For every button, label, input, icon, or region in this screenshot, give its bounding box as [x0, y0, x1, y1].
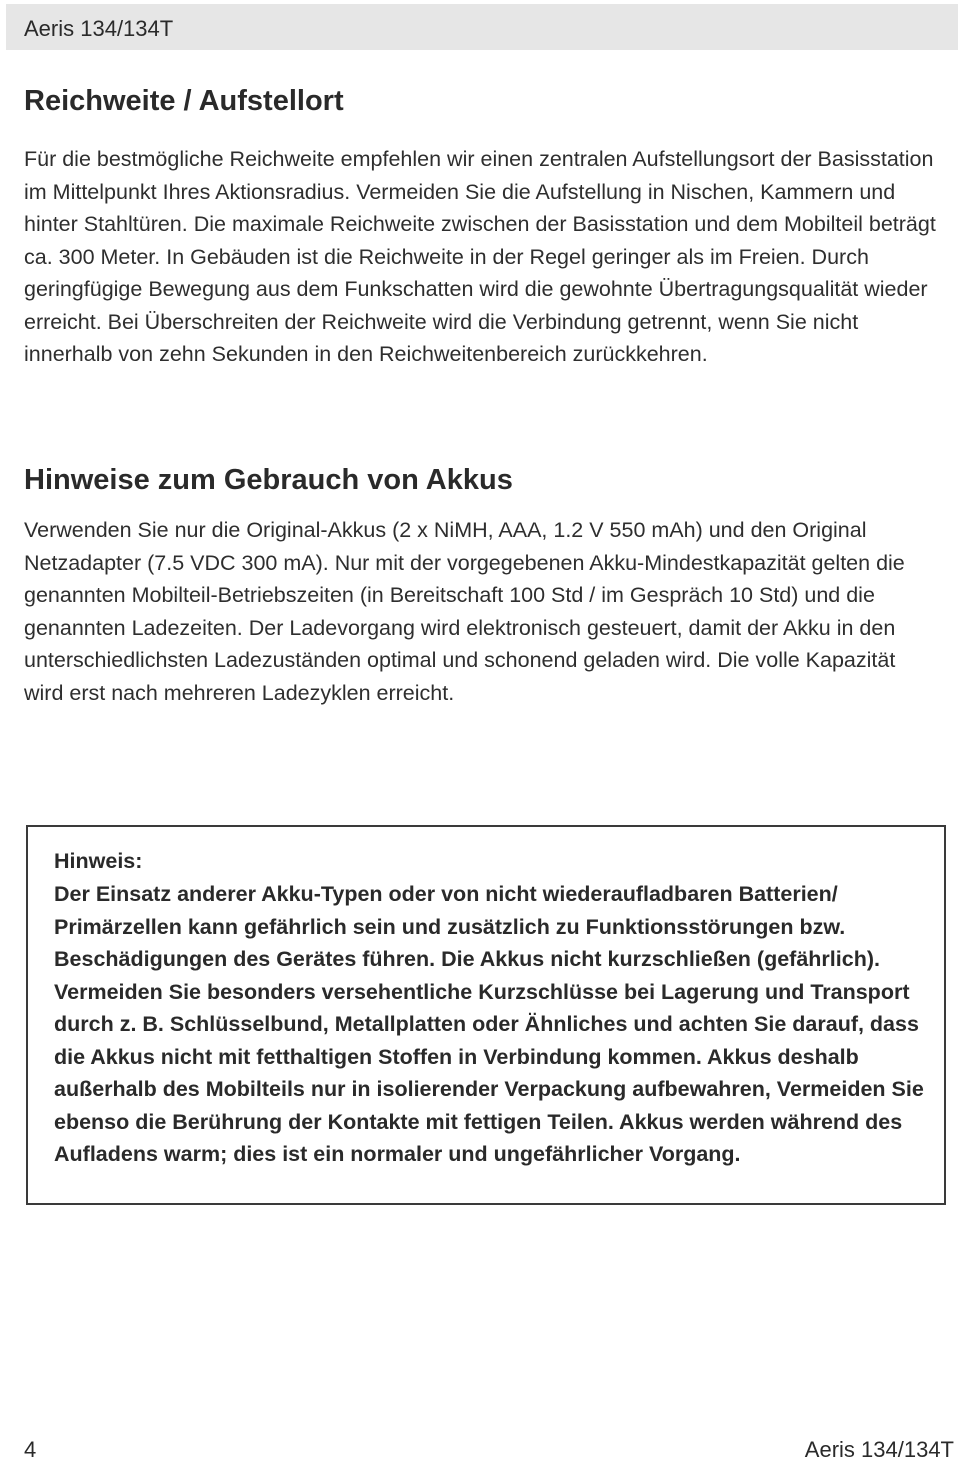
notice-box: [26, 825, 946, 1205]
footer-title: Aeris 134/134T: [804, 1437, 954, 1462]
paragraph-range: Für die bestmögliche Reichweite empfehlen wir einen zentralen Aufstellungsort der Basisstation im Mittelpunkt Ihres Aktionsradius. Vermeiden Sie die Aufstellung in Nischen, Kammern und hinter Stahltüren. Die maximale Reichweite zwischen der Basisstation und dem Mobilteil beträgt ca. 300 Meter. In Gebäuden ist die Reichweite in der Regel geringer als im Freien. Durch geringfügige Bewegung aus dem Funkschatten wird die gewohnte Übertragungsqualität wieder erreicht. Bei Überschreiten der Reichweite wird die Verbindung getrennt, wenn Sie nicht innerhalb von zehn Sekunden in den Reichweitenbereich zurückkehren.: [24, 147, 936, 366]
header-title: Aeris 134/134T: [24, 16, 174, 41]
paragraph-batteries: Verwenden Sie nur die Original-Akkus (2 x NiMH, AAA, 1.2 V 550 mAh) und den Original Netzadapter (7.5 VDC 300 mA). Nur mit der vorgegebenen Akku-Mindestkapazität gelten die genannten Mobilteil-Betriebszeiten (in Bereitschaft 100 Std / im Gespräch 10 Std) und die genannten Ladezeiten. Der Ladevorgang wird elektronisch gesteuert, damit der Akku in den unterschiedlichsten Ladezuständen optimal und schonend geladen wird. Die volle Kapazität wird erst nach mehreren Ladezyklen erreicht.: [24, 518, 905, 705]
page-number: 4: [24, 1437, 37, 1462]
heading-batteries: Hinweise zum Gebrauch von Akkus: [24, 464, 513, 496]
notice-title: Hinweis:: [54, 849, 143, 873]
page-header: [6, 4, 958, 50]
heading-range: Reichweite / Aufstellort: [24, 85, 344, 117]
notice-text: Der Einsatz anderer Akku-Typen oder von nicht wiederaufladbaren Batterien/ Primärzellen kann gefährlich sein und zusätzlich zu Funktionsstörungen bzw. Beschädigungen des Gerätes führen. Die Akkus nicht kurzschließen (gefährlich). Vermeiden Sie besonders versehentliche Kurzschlüsse bei Lagerung und Transport durch z. B. Schlüsselbund, Metallplatten oder Ähnliches und achten Sie darauf, dass die Akkus nicht mit fetthaltigen Stoffen in Verbindung kommen. Akkus deshalb außerhalb des Mobilteils nur in isolierender Verpackung aufbewahren, Vermeiden Sie ebenso die Berührung der Kontakte mit fettigen Teilen. Akkus werden während des Aufladens warm; dies ist ein normaler und ungefährlicher Vorgang.: [54, 882, 924, 1166]
